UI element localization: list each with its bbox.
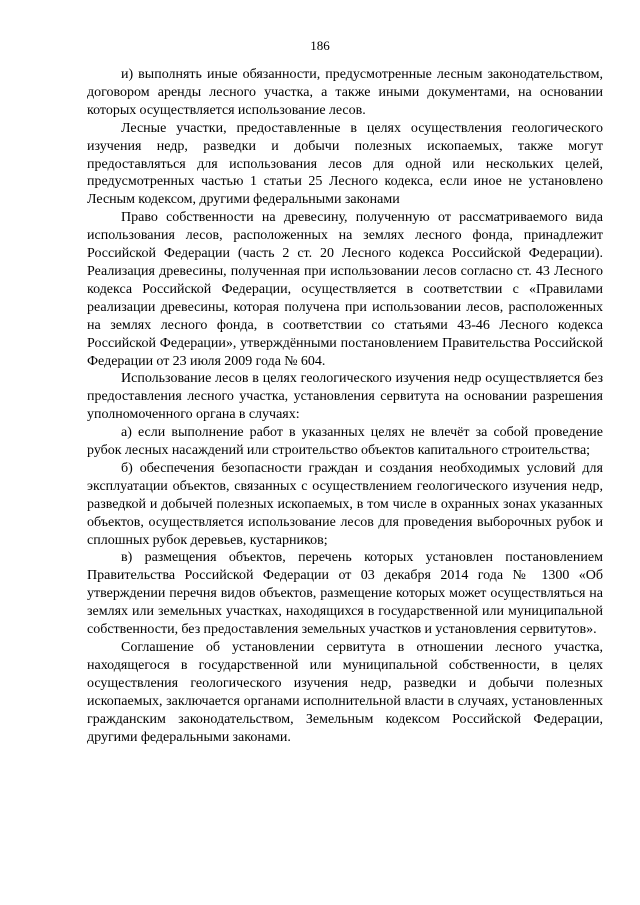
- paragraph-servitude-agreement: Соглашение об установлении сервитута в отношении лесного участка, находящегося в государственной или муниципальной собственности, в целях осуществления геологического изучения недр, разведки и добычи полезных ископаемых, заключается органами исполнительной власти в случаях, установленных гражданским законодательством, Земельным кодексом Российской Федерации, другими федеральными законами.: [87, 640, 603, 745]
- list-item-b: б) обеспечения безопасности граждан и создания необходимых условий для эксплуатации объектов, связанных с осуществлением геологического изучения недр, разведкой и добычей полезных ископаемых, в том числе в охранных зонах указанных объектов, осуществляется использование лесов для проведения выборочных рубок и сплошных рубок деревьев, кустарников;: [87, 460, 603, 548]
- paragraph-use-without-plot: Использование лесов в целях геологического изучения недр осуществляется без предоставления лесного участка, установления сервитута на основании разрешения уполномоченного органа в случаях:: [87, 371, 603, 423]
- page-number: 186: [310, 38, 330, 53]
- paragraph-obligations: и) выполнять иные обязанности, предусмотренные лесным законодательством, договором аренды лесного участка, а также иными документами, на основании которых осуществляется использование лесов.: [87, 67, 603, 118]
- document-body: [87, 66, 603, 746]
- list-item-v: в) размещения объектов, перечень которых установлен постановлением Правительства Российской Федерации от 03 декабря 2014 года № 1300 «Об утверждении перечня видов объектов, размещение которых может осуществляться на землях или земельных участках, находящихся в государственной или муниципальной собственности, без предоставления земельных участков и установления сервитутов».: [87, 550, 603, 638]
- list-item-a: а) если выполнение работ в указанных целях не влечёт за собой проведение рубок лесных насаждений или строительство объектов капитального строительства;: [87, 425, 603, 459]
- paragraph-wood-ownership: Право собственности на древесину, полученную от рассматриваемого вида использования лесов, расположенных на землях лесного фонда, принадлежит Российской Федерации (часть 2 ст. 20 Лесного кодекса Российской Федерации). Реализация древесины, полученная при использовании лесов согласно ст. 43 Лесного кодекса Российской Федерации, осуществляется в соответствии с «Правилами реализации древесины, которая получена при использовании лесов, расположенных на землях лесного фонда, в соответствии со статьями 43-46 Лесного кодекса Российской Федерации», утверждёнными постановлением Правительства Российской Федерации от 23 июля 2009 года № 604.: [87, 210, 603, 369]
- paragraph-geological-plots: Лесные участки, предоставленные в целях осуществления геологического изучения недр, разведки и добычи полезных ископаемых, также могут предоставляться для использования лесов для одной или нескольких целей, предусмотренных частью 1 статьи 25 Лесного кодекса, если иное не установлено Лесным кодексом, другими федеральными законами: [87, 120, 603, 208]
